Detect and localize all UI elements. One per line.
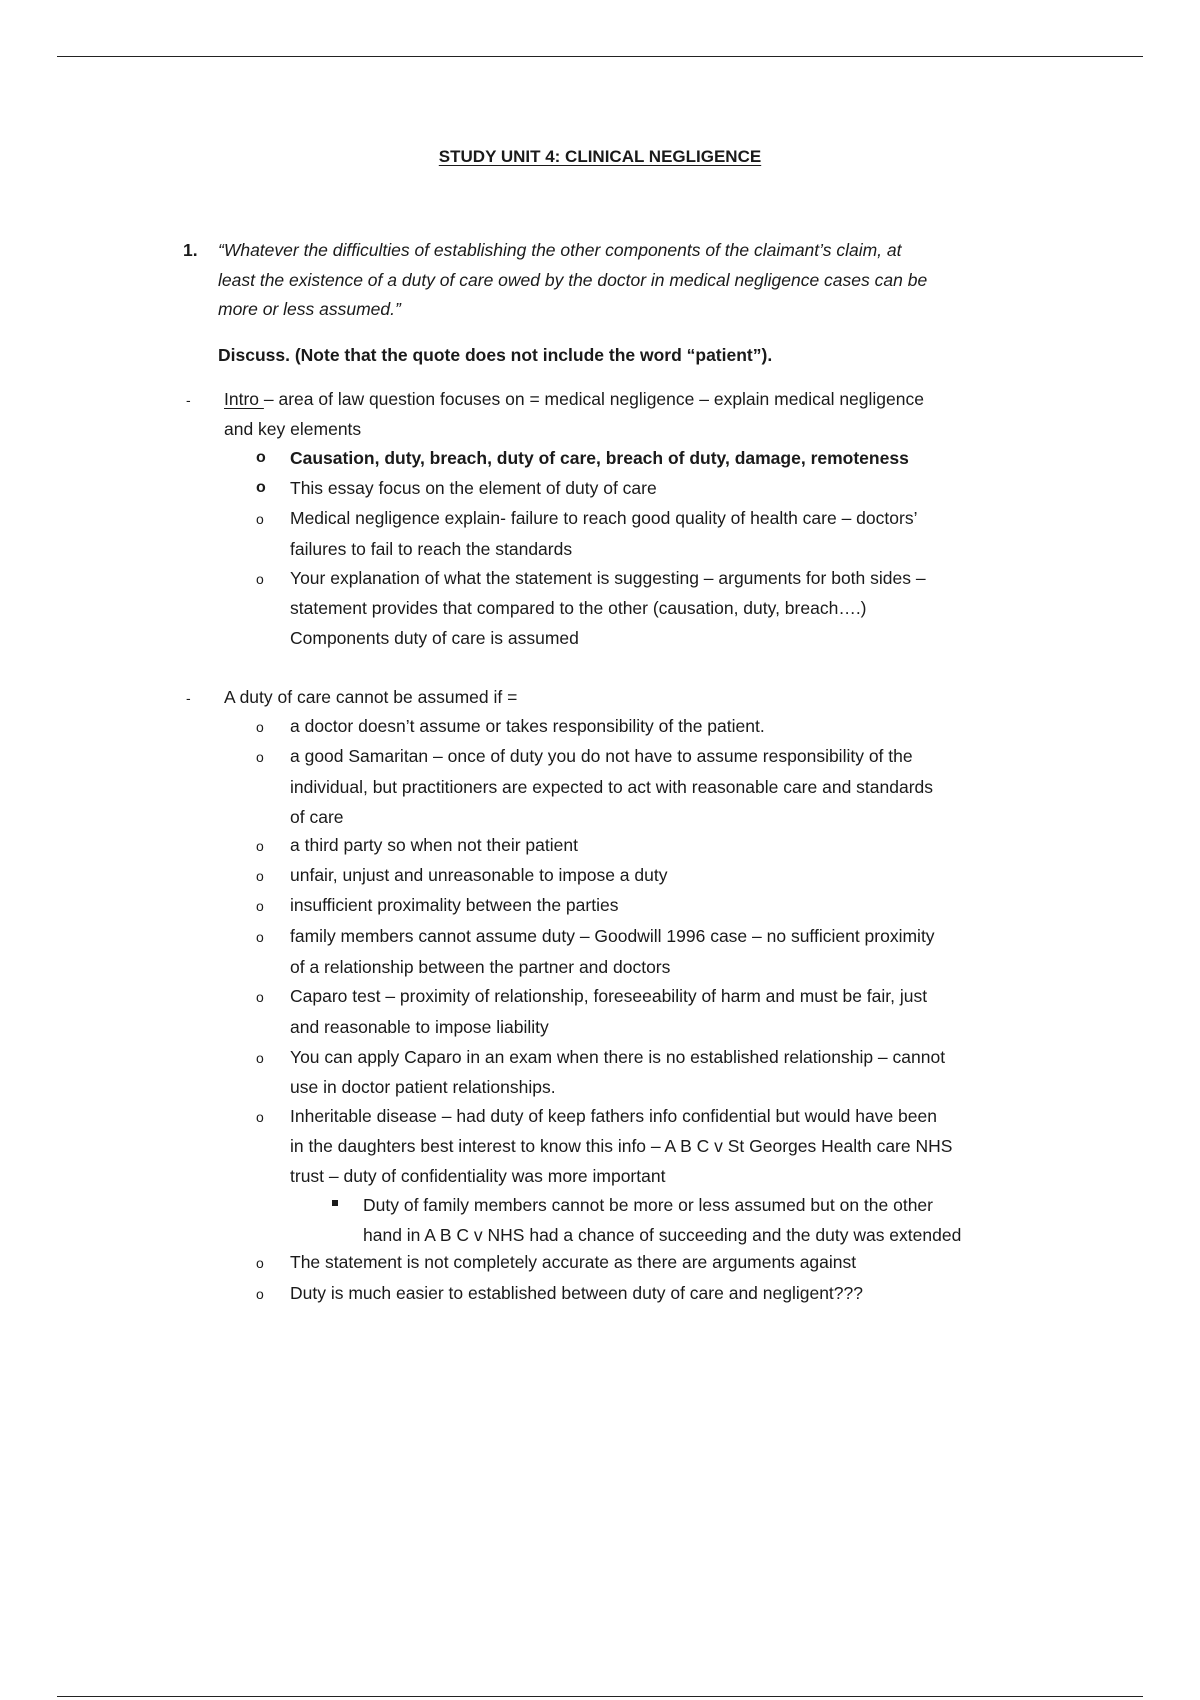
bullet-marker: o (256, 571, 264, 587)
dash-bullet: - (186, 690, 191, 706)
list-item: insufficient proximality between the parties (290, 895, 619, 915)
bullet-marker: o (256, 929, 264, 945)
bullet-marker: o (256, 898, 264, 914)
list-item: This essay focus on the element of duty of care (290, 478, 657, 498)
list-item: in the daughters best interest to know this info – A B C v St Georges Health care NHS (290, 1136, 953, 1156)
bullet-marker: o (256, 749, 264, 765)
list-item: family members cannot assume duty – Goodwill 1996 case – no sufficient proximity (290, 926, 935, 946)
list-item: Caparo test – proximity of relationship, foreseeability of harm and must be fair, just (290, 986, 928, 1006)
quote-line: “Whatever the difficulties of establishing the other components of the claimant’s claim, at (218, 240, 902, 260)
list-item: The statement is not completely accurate as there are arguments against (290, 1252, 857, 1272)
quote-line: least the existence of a duty of care owed by the doctor in medical negligence cases can be (218, 270, 928, 290)
list-item: a good Samaritan – once of duty you do not have to assume responsibility of the (290, 746, 913, 766)
list-item: Medical negligence explain- failure to reach good quality of health care – doctors’ (290, 508, 918, 528)
bottom-rule (57, 1696, 1143, 1697)
list-item: unfair, unjust and unreasonable to impose a duty (290, 865, 668, 885)
discuss-instruction: Discuss. (Note that the quote does not include the word “patient”). (218, 345, 773, 365)
bullet-marker: o (256, 1109, 264, 1125)
intro-line: Intro – area of law question focuses on = medical negligence – explain medical negligence (224, 389, 924, 409)
list-item: Causation, duty, breach, duty of care, breach of duty, damage, remoteness (290, 448, 909, 468)
list-item: You can apply Caparo in an exam when there is no established relationship – cannot (290, 1047, 946, 1067)
intro-line: and key elements (224, 419, 362, 439)
list-item: Your explanation of what the statement is suggesting – arguments for both sides – (290, 568, 926, 588)
square-bullet (332, 1200, 338, 1206)
bullet-marker: o (256, 838, 264, 854)
sub-list-item: Duty of family members cannot be more or less assumed but on the other (363, 1195, 933, 1215)
bullet-marker: o (256, 989, 264, 1005)
dash-bullet: - (186, 392, 191, 408)
sub-list-item: hand in A B C v NHS had a chance of succeeding and the duty was extended (363, 1225, 962, 1245)
bullet-marker: o (256, 1255, 264, 1271)
intro-label: Intro (224, 389, 264, 409)
question-number: 1. (183, 240, 198, 260)
bullet-marker: o (256, 719, 264, 735)
list-item: use in doctor patient relationships. (290, 1077, 556, 1097)
list-item: a doctor doesn’t assume or takes responsibility of the patient. (290, 716, 765, 736)
bullet-marker: o (256, 868, 264, 884)
page-title: STUDY UNIT 4: CLINICAL NEGLIGENCE (438, 147, 762, 166)
list-item: of a relationship between the partner and doctors (290, 957, 671, 977)
bullet-marker: o (256, 1050, 264, 1066)
list-item: trust – duty of confidentiality was more important (290, 1166, 666, 1186)
quote-line: more or less assumed.” (218, 299, 401, 319)
top-rule (57, 56, 1143, 57)
list-item: and reasonable to impose liability (290, 1017, 549, 1037)
list-item: Duty is much easier to established between duty of care and negligent??? (290, 1283, 863, 1303)
list-item: statement provides that compared to the other (causation, duty, breach….) (290, 598, 867, 618)
bullet-marker: o (256, 479, 266, 496)
bullet-marker: o (256, 511, 264, 527)
list-item: failures to fail to reach the standards (290, 539, 573, 559)
bullet-marker: o (256, 449, 266, 466)
list-item: Components duty of care is assumed (290, 628, 579, 648)
section-heading: A duty of care cannot be assumed if = (224, 687, 518, 707)
list-item: Inheritable disease – had duty of keep fathers info confidential but would have been (290, 1106, 937, 1126)
list-item: of care (290, 807, 344, 827)
bullet-marker: o (256, 1286, 264, 1302)
list-item: a third party so when not their patient (290, 835, 578, 855)
list-item: individual, but practitioners are expected to act with reasonable care and standards (290, 777, 934, 797)
